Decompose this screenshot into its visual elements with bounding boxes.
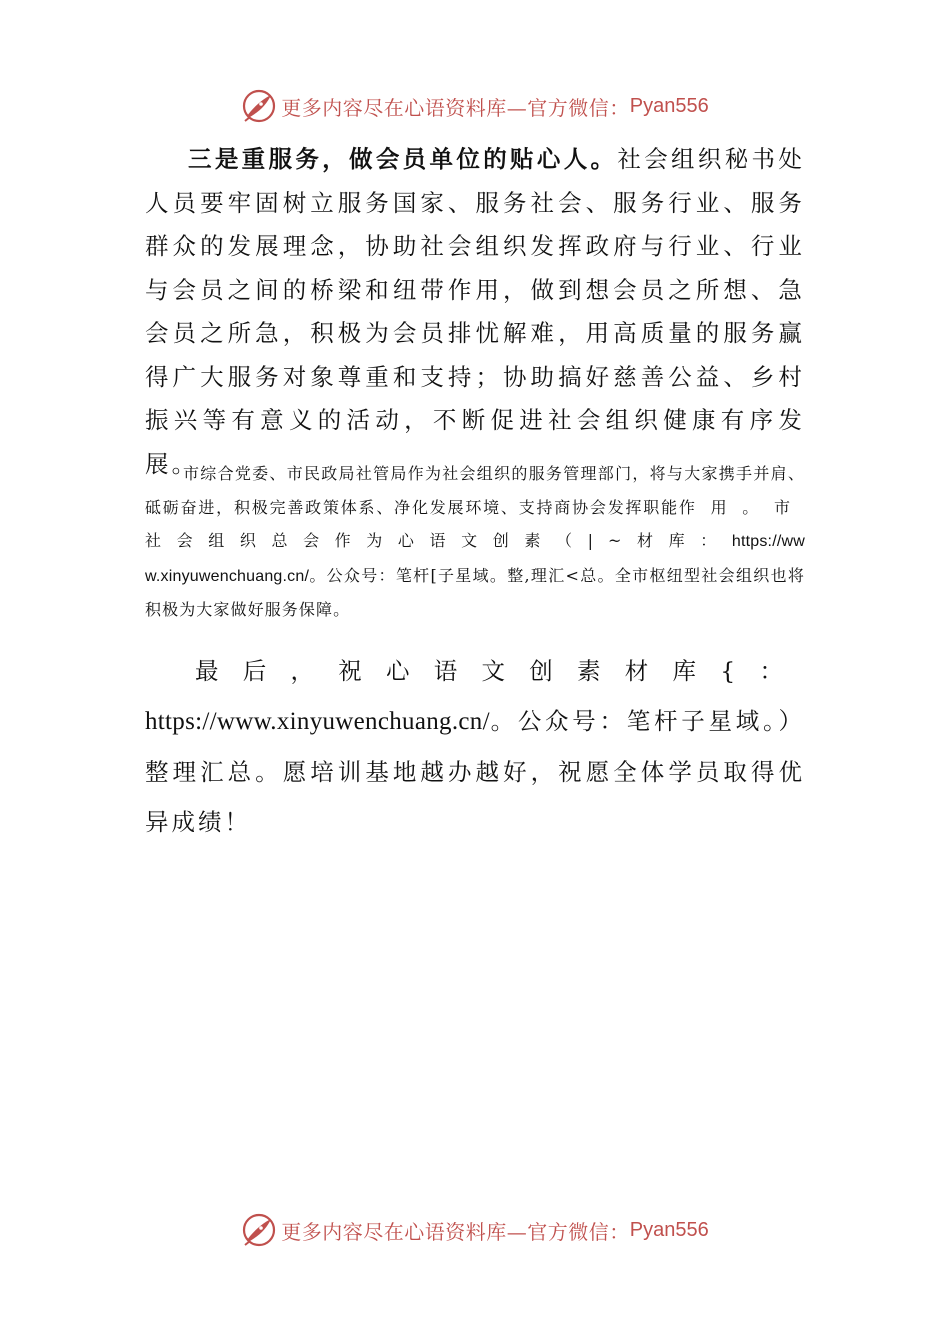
paragraph-commitment-text-b: 作用。市社会组织总会作为心语文创素（|~材库： [145, 497, 805, 550]
paragraph-service [145, 138, 805, 486]
header-banner-text: 更多内容尽在心语资料库—官方微信： [281, 95, 630, 120]
footer-banner-wechat-id: Pyan556 [629, 1218, 709, 1241]
paragraph-closing [145, 646, 805, 847]
pen-nib-logo-icon [241, 88, 277, 124]
footer-banner-text: 更多内容尽在心语资料库—官方微信： [281, 1219, 630, 1244]
paragraph-closing-text-a: 最后，祝心语文创素材库{： [195, 657, 805, 685]
footer-banner [0, 1208, 950, 1252]
header-banner [0, 84, 950, 128]
header-banner-wechat-id: Pyan556 [629, 94, 709, 117]
paragraph-commitment [145, 457, 805, 627]
paragraph-closing-text-b: 。公众号：笔杆子星域。）整理汇总。愿培训基地越办越好，祝愿全体学员取得优异成绩！ [145, 707, 805, 836]
paragraph-service-lead: 三是重服务，做会员单位的贴心人。 [188, 145, 618, 173]
paragraph-service-text: 社会组织秘书处人员要牢固树立服务国家、服务社会、服务行业、服务群众的发展理念，协助社会组织发挥政府与行业、行业与会员之间的桥梁和纽带作用，做到想会员之所想、急会员之所急，积极为会员排忧解难，用高质量的服务赢得广大服务对象尊重和支持；协助搞好慈善公益、乡村振兴等有意义的活动，不断促进社会组织健康有序发展。 [145, 145, 805, 478]
pen-nib-logo-icon [241, 1212, 277, 1248]
paragraph-closing-url: https://www.xinyuwenchuang.cn/ [145, 708, 490, 735]
paragraph-commitment-url: https://www.xinyuwenchuang.cn/ [145, 533, 805, 585]
paragraph-commitment-text-a: 市综合党委、市民政局社管局作为社会组织的服务管理部门，将与大家携手并肩、砥砺奋进，积极完善政策体系、净化发展环境、支持商协会发挥职能 [145, 464, 805, 517]
paragraph-commitment-text-c: 。公众号：笔杆[子星域。整,理汇<总。全市枢纽型社会组织也将积极为大家做好服务保障。 [145, 565, 805, 619]
